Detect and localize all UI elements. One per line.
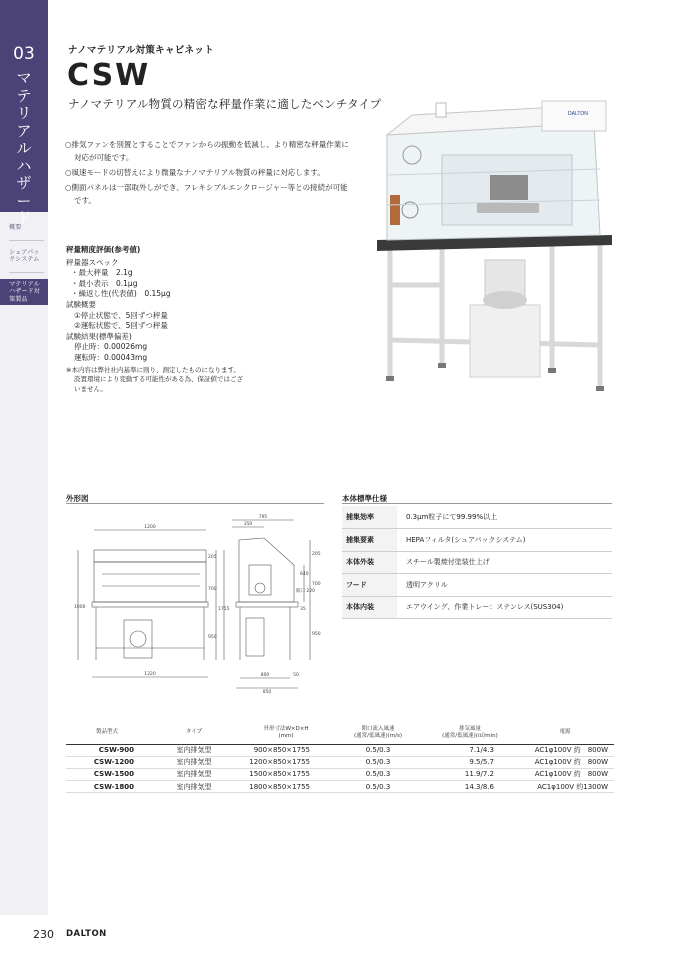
spec-key: フード [342,574,397,597]
column-header: タイプ [148,722,240,744]
power-cell: AC1φ100V 約 800W [516,768,614,780]
table-row [342,574,612,597]
column-header: 排気風量 (通常/低風速)(㎥/min) [424,722,516,744]
table-row [66,744,614,756]
scale-heading: 秤量器スペック [66,257,119,267]
nav-divider [9,272,44,273]
dim-label: 795 [258,515,268,520]
weighing-evaluation [66,245,246,394]
type-cell: 室内排気型 [148,781,240,793]
feature-list [65,138,350,209]
scale-spec: ・繰返し性(代表値) 0.15μg [71,289,171,299]
brand-logo: DALTON [66,929,107,939]
feature-item: ○側面パネルは一部取外しができ、フレキシブルエンクロージャー等との接続が可能です。 [65,183,348,205]
spec-value: HEPAフィルタ(シュアパックシステム) [397,529,612,552]
spec-value: 0.3μm粒子にて99.99%以上 [397,506,612,529]
dim-label: 850 [262,690,272,695]
type-cell: 室内排気型 [148,756,240,768]
product-model: CSW [67,58,151,93]
outline-drawing [64,510,324,695]
velocity-cell: 0.5/0.3 [332,781,424,793]
outline-heading: 外形図 [66,494,89,503]
method-heading: 試験概要 [66,299,96,309]
table-row [66,781,614,793]
evaluation-note: 設置環境により変動する可能性がある為、保証値ではございません。 [74,375,243,393]
spec-key: 本体内装 [342,596,397,619]
spec-value: スチール製焼付塗装仕上げ [397,551,612,574]
size-cell: 900×850×1755 [240,744,332,756]
table-row [342,551,612,574]
spec-rule [342,503,612,504]
spec-heading: 本体標準仕様 [342,494,387,503]
dim-label: 950 [312,632,321,637]
size-cell: 1200×850×1755 [240,756,332,768]
power-cell: AC1φ100V 約 800W [516,744,614,756]
table-row [342,596,612,619]
model-cell: CSW-1500 [66,768,148,780]
power-cell: AC1φ100V 約1300W [516,781,614,793]
table-row [66,756,614,768]
dim-label: 1000 [74,605,86,610]
airflow-cell: 11.9/7.2 [424,768,516,780]
column-header: 製品型式 [66,722,148,744]
power-cell: AC1φ100V 約 800W [516,756,614,768]
column-header: 開口流入風速 (通常/低風速)(m/s) [332,722,424,744]
airflow-cell: 9.5/5.7 [424,756,516,768]
airflow-cell: 14.3/8.6 [424,781,516,793]
spec-key: 捕集効率 [342,506,397,529]
table-row [342,529,612,552]
method-item: ②運転状態で、5回ずつ秤量 [74,321,168,331]
chapter-title: マテリアルハザード [16,69,32,227]
nav-item-surepack[interactable]: シュアパックシステム [9,248,40,263]
product-category: ナノマテリアル対策キャビネット [68,45,214,56]
product-photo [372,95,617,395]
dim-label: 800 [260,673,270,678]
airflow-cell: 7.1/4.3 [424,744,516,756]
result-item: 運転時：0.00043mg [74,352,148,362]
model-cell: CSW-1200 [66,756,148,768]
velocity-cell: 0.5/0.3 [332,756,424,768]
size-cell: 1500×850×1755 [240,768,332,780]
nav-divider [9,240,44,241]
spec-key: 本体外装 [342,551,397,574]
chapter-nav [0,222,48,305]
spec-table [342,506,612,619]
table-row [342,506,612,529]
sidebar [0,0,48,915]
svg-text:DALTON: DALTON [568,111,588,117]
dim-label: 205 [208,555,217,560]
method-item: ①停止状態で、5回ずつ秤量 [74,310,168,320]
model-cell: CSW-1800 [66,781,148,793]
result-heading: 試験結果(標準偏差) [66,331,132,341]
dim-label: 950 [208,635,217,640]
scale-spec: ・最大秤量 2.1g [71,268,133,278]
dim-label: 640 [300,572,309,577]
velocity-cell: 0.5/0.3 [332,768,424,780]
dim-label: 1220 [144,672,156,677]
nav-item-overview[interactable]: 概要 [9,224,22,231]
velocity-cell: 0.5/0.3 [332,744,424,756]
dim-label: 1200 [144,525,156,530]
type-cell: 室内排気型 [148,744,240,756]
chapter-tab [0,0,48,227]
dim-label: 700 [208,587,217,592]
table-header-row [66,722,614,744]
scale-spec: ・最小表示 0.1μg [71,278,138,288]
feature-item: ○排気ファンを別置とすることでファンからの振動を低減し、より精密な秤量作業に対応が可能です。 [65,140,349,162]
page-number: 230 [33,928,54,941]
dim-label: 1755 [218,607,230,612]
outline-rule [66,503,324,504]
chapter-number: 03 [13,44,35,64]
spec-key: 捕集要素 [342,529,397,552]
spec-value: 透明アクリル [397,574,612,597]
type-cell: 室内排気型 [148,768,240,780]
dim-label: 700 [312,582,321,587]
spec-value: エアウイング、作業トレー：ステンレス(SUS304) [397,596,612,619]
model-table [66,722,614,793]
dim-label: 50 [293,673,299,678]
dim-label: 350 [243,522,253,527]
column-header: 外形寸法W×D×H (mm) [240,722,332,744]
dim-label: 205 [312,552,321,557]
dim-label: 35 [300,607,306,612]
product-tagline: ナノマテリアル物質の精密な秤量作業に適したベンチタイプ [68,97,382,111]
evaluation-heading: 秤量精度評価(参考値) [66,245,141,254]
dim-label: 開口 220 [296,589,316,594]
model-cell: CSW-900 [66,744,148,756]
column-header: 電源 [516,722,614,744]
size-cell: 1800×850×1755 [240,781,332,793]
evaluation-note: ※本内容は弊社社内基準に則り、測定したものになります。 [66,365,240,374]
table-row [66,768,614,780]
nav-item-material-hazard[interactable]: マテリアルハザード対策製品 [0,279,48,306]
feature-item: ○風速モードの切替えにより微量なナノマテリアル物質の秤量に対応します。 [65,168,325,177]
result-item: 停止時：0.00026mg [74,342,148,352]
